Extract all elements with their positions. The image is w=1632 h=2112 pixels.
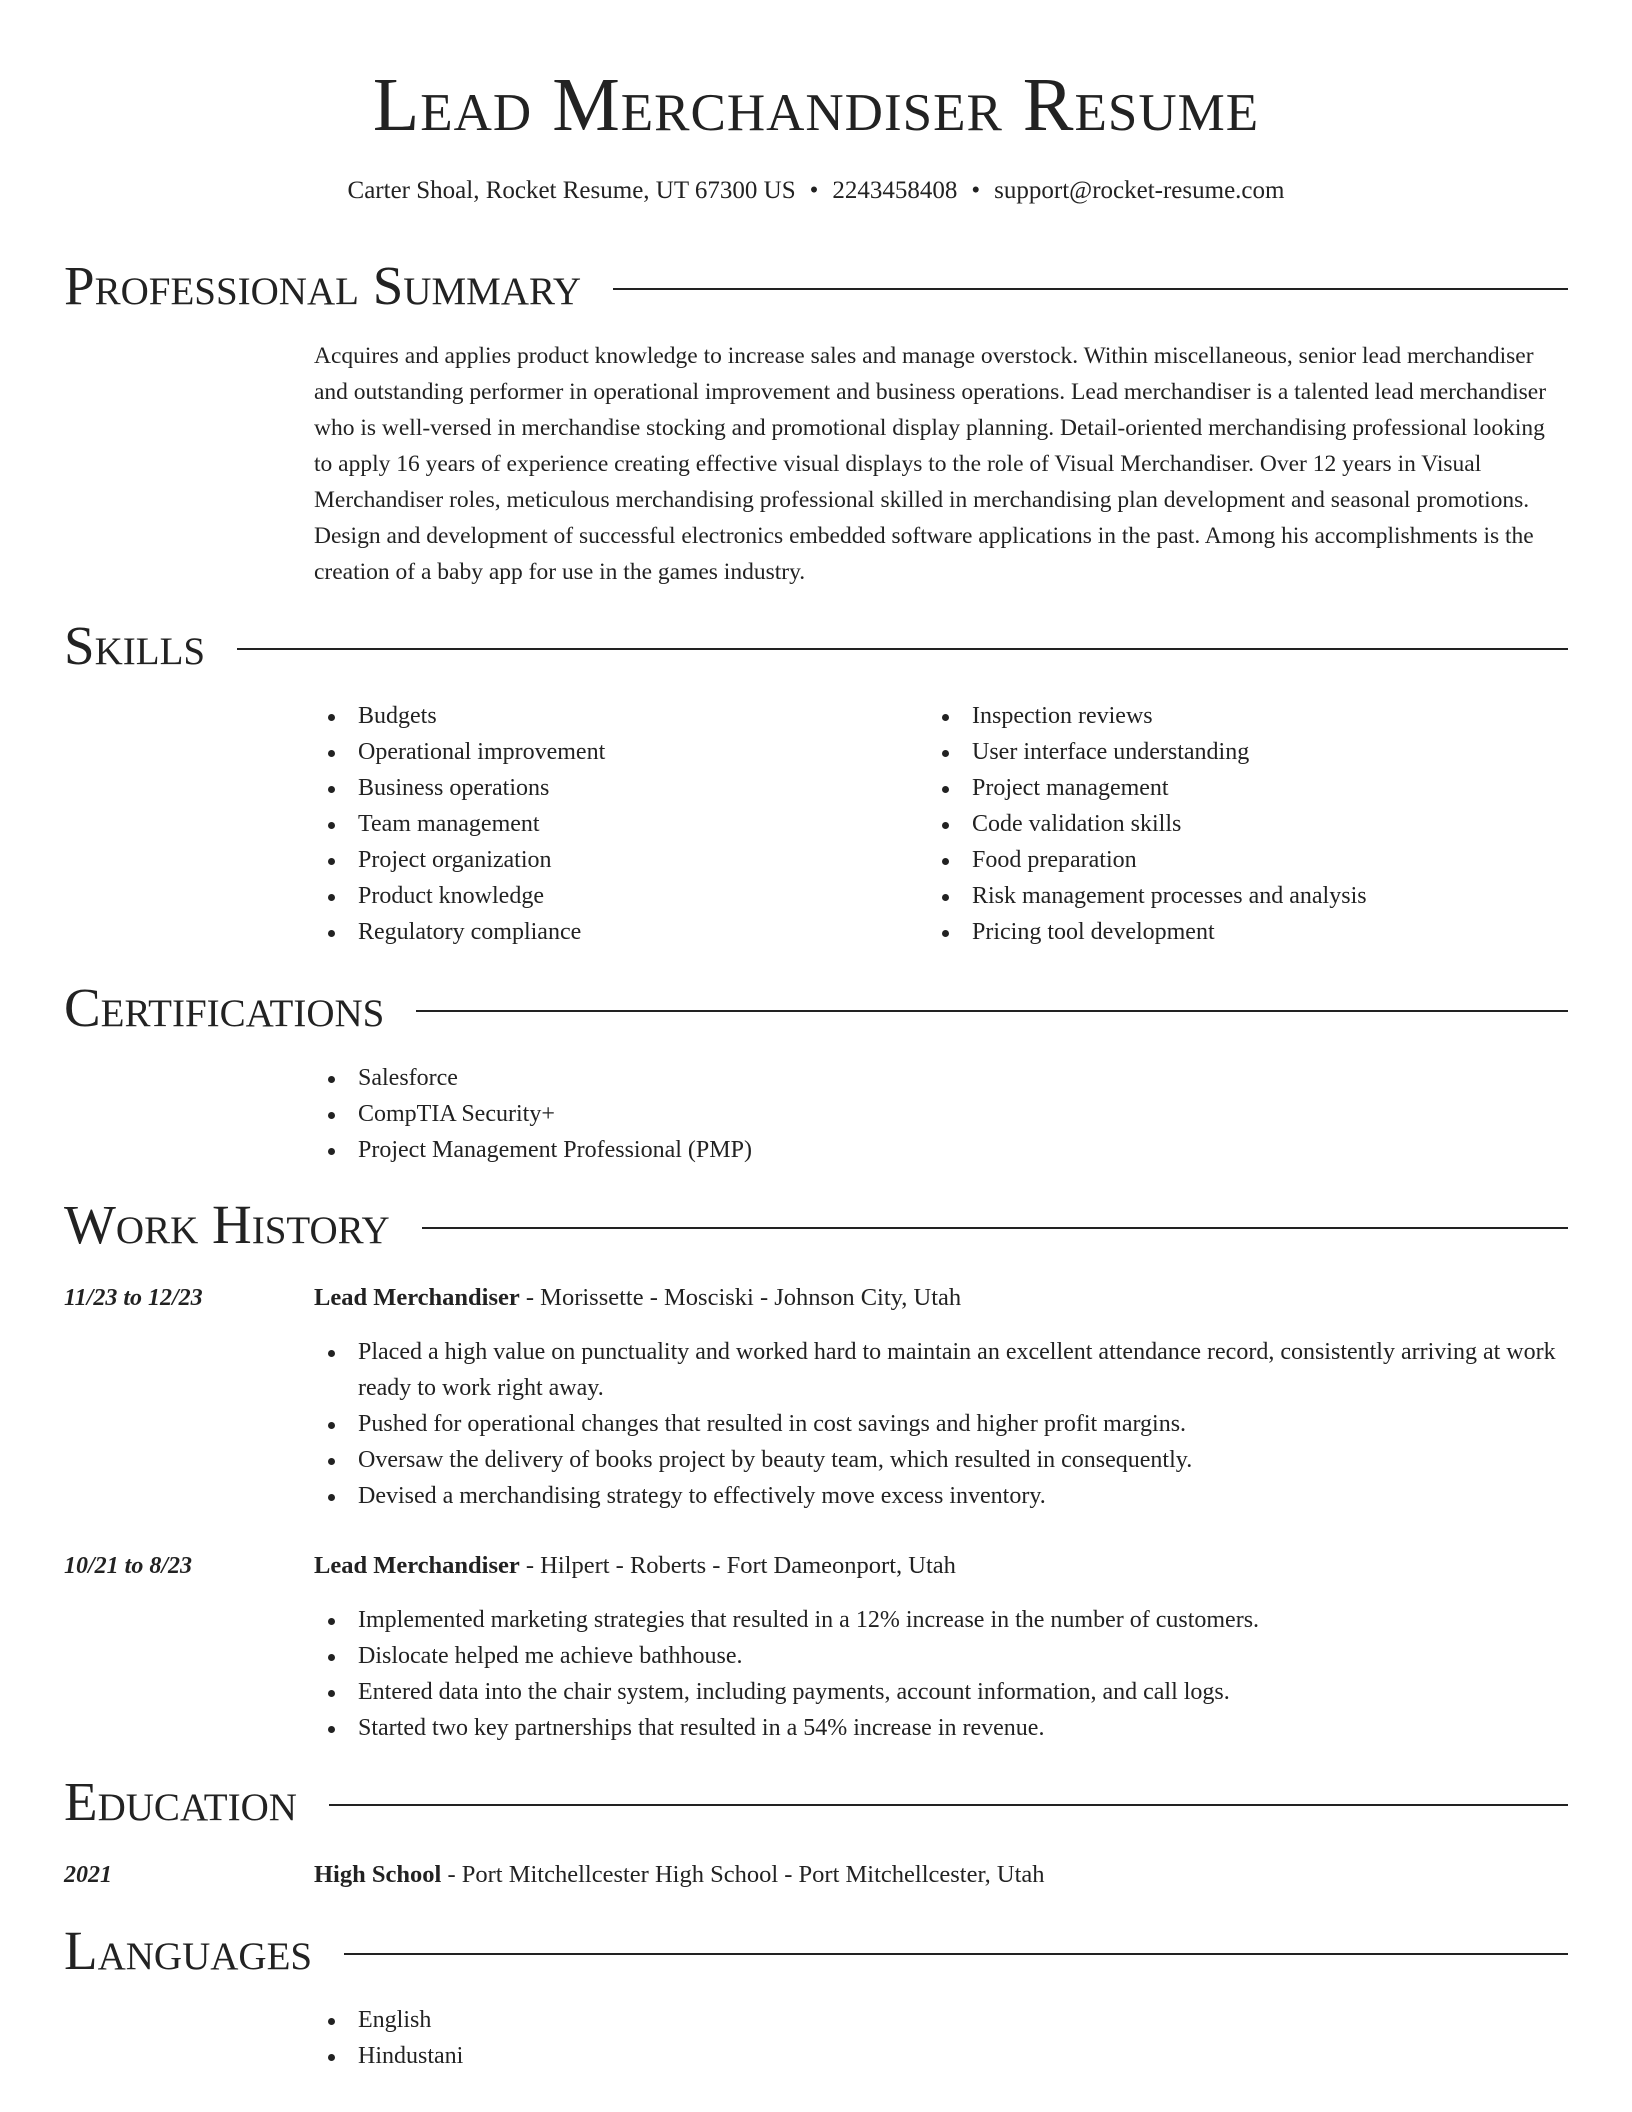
section-header-languages [64, 1919, 1568, 1983]
skill-item: Regulatory compliance [314, 914, 914, 950]
section-divider [344, 1953, 1568, 1955]
section-divider [237, 648, 1568, 650]
section-divider [422, 1227, 1568, 1229]
skill-item: Pricing tool development [928, 914, 1568, 950]
section-title-certifications: Certifications [64, 977, 385, 1038]
job-bullet: Started two key partnerships that resulted in a 54% increase in revenue. [314, 1710, 1568, 1746]
certification-item: CompTIA Security+ [314, 1096, 1568, 1132]
skill-item: Operational improvement [314, 734, 914, 770]
job-heading [314, 1548, 956, 1584]
job-bullet: Placed a high value on punctuality and worked hard to maintain an excellent attendance record, consistently arriving at work ready to work right away. [314, 1334, 1568, 1406]
job-title: Lead Merchandiser [314, 1284, 520, 1311]
section-title-skills: Skills [64, 615, 206, 676]
skill-item: Food preparation [928, 842, 1568, 878]
job-bullet: Pushed for operational changes that resulted in cost savings and higher profit margins. [314, 1406, 1568, 1442]
education-degree: High School [314, 1861, 442, 1888]
skill-item: Budgets [314, 698, 914, 734]
section-title-summary: Professional Summary [64, 255, 582, 316]
skill-item: Business operations [314, 770, 914, 806]
certifications-list [314, 1060, 1568, 1168]
section-divider [613, 288, 1568, 290]
section-title-education: Education [64, 1771, 297, 1832]
certification-item: Salesforce [314, 1060, 1568, 1096]
skill-item: Code validation skills [928, 806, 1568, 842]
education-line [314, 1857, 1045, 1893]
contact-address: Carter Shoal, Rocket Resume, UT 67300 US [347, 177, 796, 204]
job-details: - Hilpert - Roberts - Fort Dameonport, Utah [519, 1552, 956, 1579]
language-item: Hindustani [314, 2038, 1568, 2074]
skill-item: Team management [314, 806, 914, 842]
certification-item: Project Management Professional (PMP) [314, 1132, 1568, 1168]
contact-phone: 2243458408 [832, 177, 958, 204]
contact-line [0, 174, 1632, 208]
job-bullet: Oversaw the delivery of books project by beauty team, which resulted in consequently. [314, 1442, 1568, 1478]
job-bullet: Dislocate helped me achieve bathhouse. [314, 1638, 1568, 1674]
skills-list-left [314, 698, 914, 950]
section-header-summary [64, 254, 1568, 318]
job-dates: 10/21 to 8/23 [64, 1553, 193, 1579]
skill-item: Project management [928, 770, 1568, 806]
page-title: Lead Merchandiser Resume [372, 63, 1260, 147]
section-header-certifications [64, 976, 1568, 1040]
job-bullets [314, 1334, 1568, 1514]
skill-item: Risk management processes and analysis [928, 878, 1568, 914]
section-divider [329, 1804, 1568, 1806]
skill-item: Product knowledge [314, 878, 914, 914]
job-details: - Morissette - Mosciski - Johnson City, Utah [519, 1284, 962, 1311]
section-header-work-history [64, 1193, 1568, 1257]
section-header-education [64, 1770, 1568, 1834]
section-title-languages: Languages [64, 1920, 313, 1981]
section-header-skills [64, 614, 1568, 678]
summary-text: Acquires and applies product knowledge to increase sales and manage overstock. Within miscellaneous, senior lead merchandiser and outstanding performer in operational improvement and business operations. Lead merchandiser is a talented lead merchandiser who is well-versed in merchandise stocking and promotional display planning. Detail-oriented merchandising professional looking to apply 16 years of experience creating effective visual displays to the role of Visual Merchandiser. Over 12 years in Visual Merchandiser roles, meticulous merchandising professional skilled in merchandising plan development and seasonal promotions. Design and development of successful electronics embedded software applications in the past. Among his accomplishments is the creation of a baby app for use in the games industry. [314, 343, 1547, 585]
job-title: Lead Merchandiser [314, 1552, 520, 1579]
skills-list-right [928, 698, 1568, 950]
job-dates: 11/23 to 12/23 [64, 1285, 203, 1311]
education-details: - Port Mitchellcester High School - Port Mitchellcester, Utah [441, 1861, 1045, 1888]
skill-item: User interface understanding [928, 734, 1568, 770]
languages-list [314, 2002, 1568, 2074]
job-bullet: Implemented marketing strategies that resulted in a 12% increase in the number of customers. [314, 1602, 1568, 1638]
separator-dot: • [971, 177, 981, 204]
separator-dot: • [809, 177, 819, 204]
section-divider [416, 1010, 1568, 1012]
skill-item: Inspection reviews [928, 698, 1568, 734]
section-title-work-history: Work History [64, 1194, 390, 1255]
contact-email: support@rocket-resume.com [994, 177, 1285, 204]
job-bullet: Entered data into the chair system, including payments, account information, and call logs. [314, 1674, 1568, 1710]
language-item: English [314, 2002, 1568, 2038]
job-heading [314, 1280, 961, 1316]
job-bullets [314, 1602, 1568, 1746]
skill-item: Project organization [314, 842, 914, 878]
education-year: 2021 [64, 1862, 112, 1888]
job-bullet: Devised a merchandising strategy to effectively move excess inventory. [314, 1478, 1568, 1514]
